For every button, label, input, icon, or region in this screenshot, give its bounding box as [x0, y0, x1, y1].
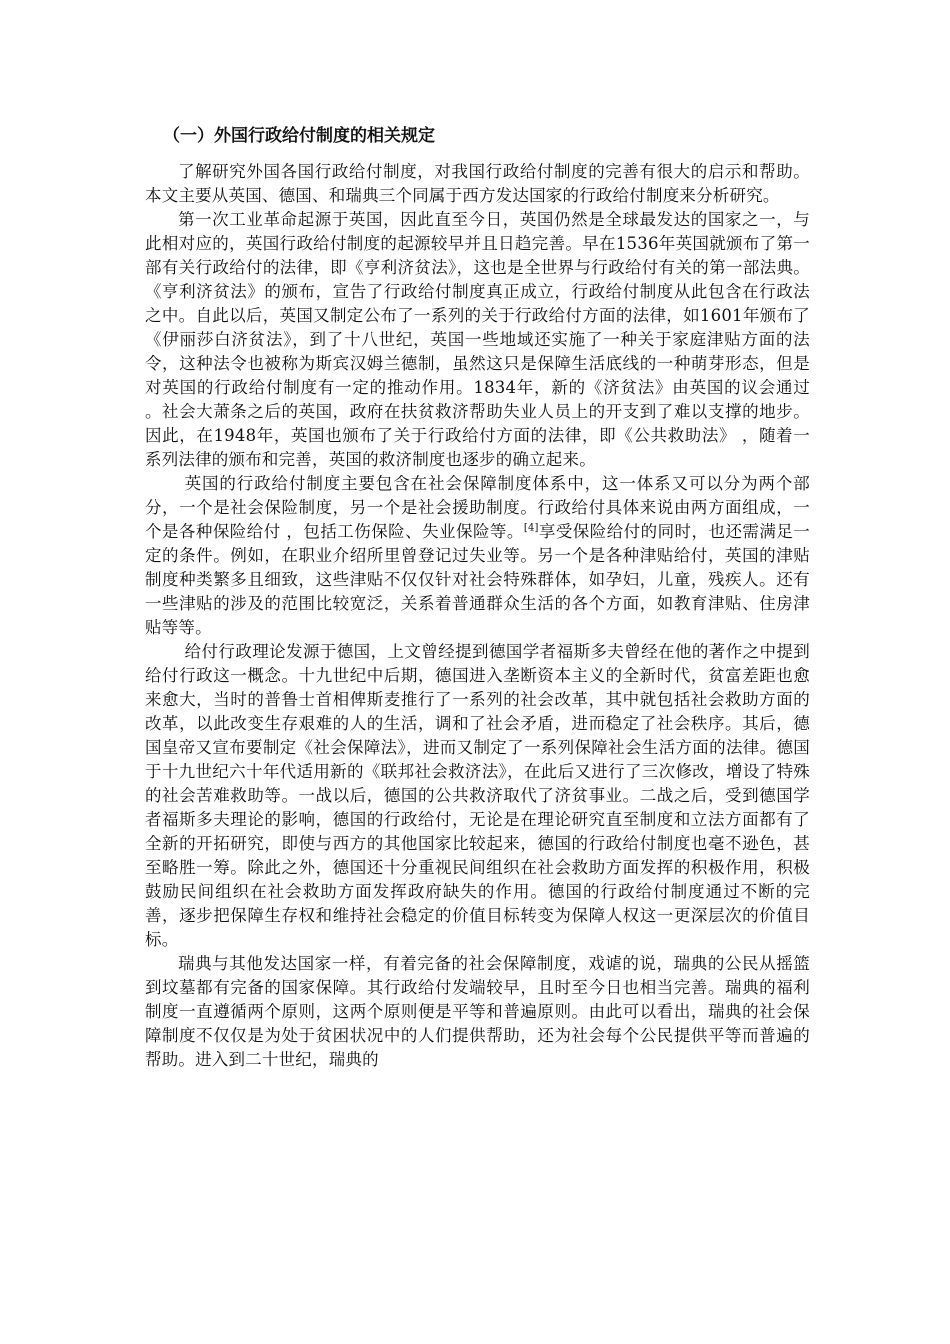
- section-heading: （一）外国行政给付制度的相关规定: [163, 126, 435, 146]
- paragraph-uk-system-part-2: 享受保险给付的同时，也还需满足一定的条件。例如，在职业介绍所里曾登记过失业等。另一个是各种津贴给付，英国的津贴制度种类繁多且细致，这些津贴不仅仅针对社会特殊群体，如孕妇，儿童，残疾人。还有一些津贴的涉及的范围比较宽泛，关系着普通群众生活的各个方面，如教育津贴、住房津贴等等。: [145, 522, 810, 637]
- paragraph-intro: 了解研究外国各国行政给付制度，对我国行政给付制度的完善有很大的启示和帮助。本文主要从英国、德国、和瑞典三个同属于西方发达国家的行政给付制度来分析研究。: [145, 162, 810, 205]
- paragraph-uk-history: 第一次工业革命起源于英国，因此直至今日，英国仍然是全球最发达的国家之一，与此相对应的，英国行政给付制度的起源较早并且日趋完善。早在1536年英国就颁布了第一部有关行政给付的法律，即《亨利济贫法》，这也是全世界与行政给付有关的第一部法典。《亨利济贫法》的颁布，宣告了行政给付制度真正成立，行政给付制度从此包含在行政法之中。自此以后，英国又制定公布了一系列的关于行政给付方面的法律，如1601年颁布了《伊丽莎白济贫法》，到了十八世纪，英国一些地域还实施了一种关于家庭津贴方面的法令，这种法令也被称为斯宾汉姆兰德制，虽然这只是保障生活底线的一种萌芽形态，但是对英国的行政给付制度有一定的推动作用。1834年，新的《济贫法》由英国的议会通过 。社会大萧条之后的英国，政府在扶贫救济帮助失业人员上的开支到了难以支撑的地步。因此，在1948年，英国也颁布了关于行政给付方面的法律，即《公共救助法》 ，随着一系列法律的颁布和完善，英国的救济制度也逐步的确立起来。: [145, 210, 810, 469]
- paragraph-uk-system-part-1: 英国的行政给付制度主要包含在社会保障制度体系中，这一体系又可以分为两个部分，一个是社会保险制度，另一个是社会援助制度。行政给付具体来说由两方面组成，一个是各种保险给付 ，包括工伤保险、失业保险等。: [145, 474, 810, 541]
- paragraph-sweden: 瑞典与其他发达国家一样，有着完备的社会保障制度，戏谑的说，瑞典的公民从摇篮到坟墓都有完备的国家保障。其行政给付发端较早，且时至今日也相当完善。瑞典的福利制度一直遵循两个原则，这两个原则便是平等和普遍原则。由此可以看出，瑞典的社会保障制度不仅仅是为处于贫困状况中的人们提供帮助，还为社会每个公民提供平等而普遍的帮助。进入到二十世纪，瑞典的: [145, 954, 810, 1069]
- paragraph-uk-system: [145, 472, 810, 640]
- paragraph-germany: 给付行政理论发源于德国，上文曾经提到德国学者福斯多夫曾经在他的著作之中提到给付行政这一概念。十九世纪中后期，德国进入垄断资本主义的全新时代，贫富差距也愈来愈大，当时的普鲁士首相俾斯麦推行了一系列的社会改革，其中就包括社会救助方面的改革，以此改变生存艰难的人的生活，调和了社会矛盾，进而稳定了社会秩序。其后，德国皇帝又宣布要制定《社会保障法》，进而又制定了一系列保障社会生活方面的法律。德国于十九世纪六十年代适用新的《联邦社会救济法》，在此后又进行了三次修改，增设了特殊的社会苦难救助等。一战以后，德国的公共救济取代了济贫事业。二战之后，受到德国学者福斯多夫理论的影响，德国的行政给付，无论是在理论研究直至制度和立法方面都有了全新的开拓研究，即使与西方的其他国家比较起来，德国的行政给付制度也毫不逊色，甚至略胜一筹。除此之外，德国还十分重视民间组织在社会救助方面发挥的积极作用，积极鼓励民间组织在社会救助方面发挥政府缺失的作用。德国的行政给付制度通过不断的完善，逐步把保障生存权和维持社会稳定的价值目标转变为保障人权这一更深层次的价值目标。: [145, 642, 810, 949]
- footnote-reference: [4]: [523, 522, 539, 534]
- body-text: [145, 160, 810, 1072]
